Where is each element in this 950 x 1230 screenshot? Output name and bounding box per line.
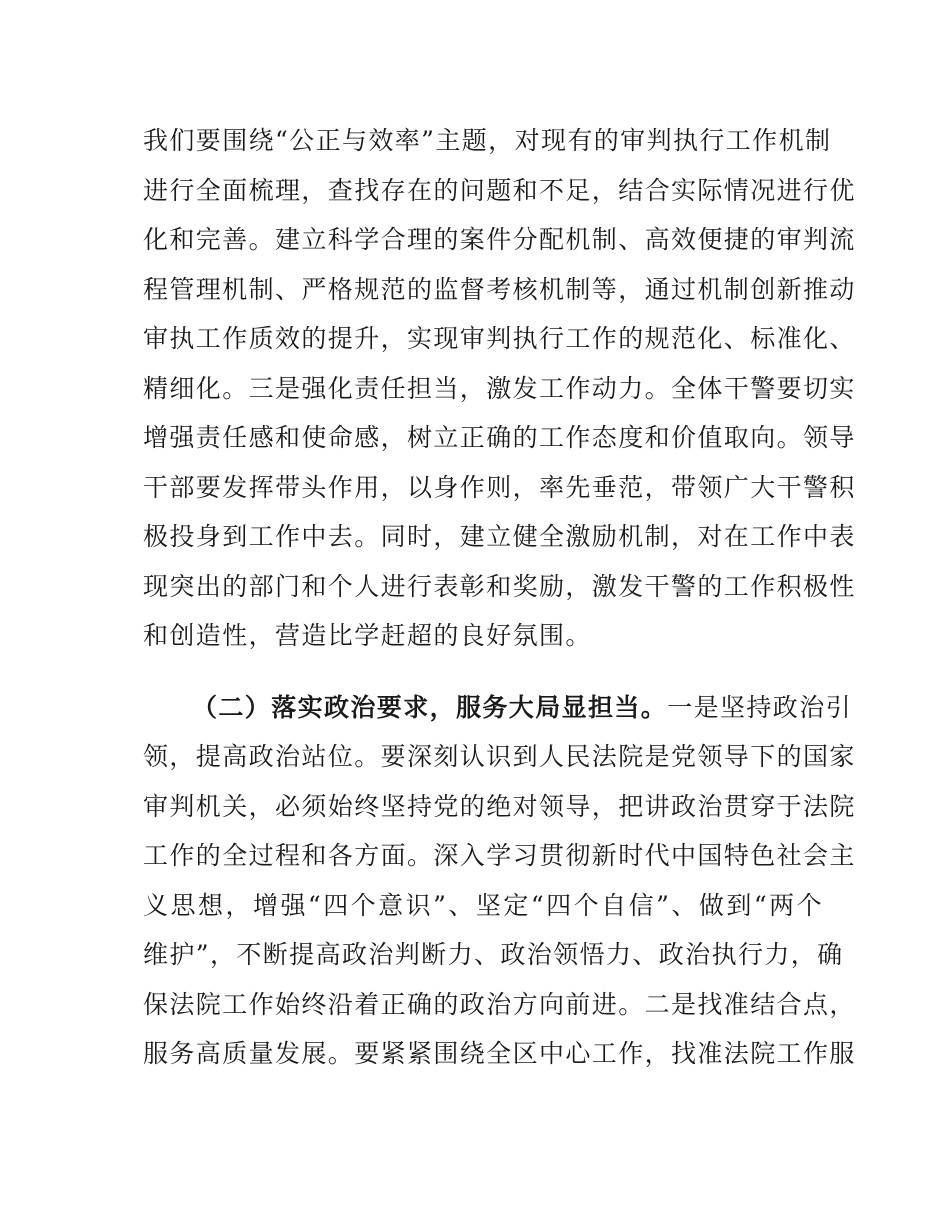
body-text-line: 程管理机制、严格规范的监督考核机制等，通过机制创新推动 xyxy=(143,275,856,304)
section-heading: （二）落实政治要求，服务大局显担当。 xyxy=(192,693,668,722)
body-text-line: 领，提高政治站位。要深刻认识到人民法院是党领导下的国家 xyxy=(143,742,856,771)
section-heading-line xyxy=(192,688,853,728)
body-text-line: 义思想，增强“四个意识”、坚定“四个自信”、做到“两个 xyxy=(143,891,823,920)
body-text-line: 维护”，不断提高政治判断力、政治领悟力、政治执行力，确 xyxy=(143,940,844,969)
body-text-line: 和创造性，营造比学赶超的良好氛围。 xyxy=(143,621,592,650)
body-text-line: 服务高质量发展。要紧紧围绕全区中心工作，找准法院工作服 xyxy=(143,1039,856,1068)
body-text-line: 我们要围绕“公正与效率”主题，对现有的审判执行工作机制 xyxy=(143,126,832,155)
body-text-line: 精细化。三是强化责任担当，激发工作动力。全体干警要切实 xyxy=(143,374,856,403)
body-text-line: 保法院工作始终沿着正确的政治方向前进。二是找准结合点， xyxy=(143,990,856,1019)
body-text-line: 审判机关，必须始终坚持党的绝对领导，把讲政治贯穿于法院 xyxy=(143,792,856,821)
body-text-run: 一是坚持政治引 xyxy=(667,693,853,722)
body-text-line: 极投身到工作中去。同时，建立健全激励机制，对在工作中表 xyxy=(143,522,856,551)
body-text-line: 干部要发挥带头作用，以身作则，率先垂范，带领广大干警积 xyxy=(143,473,856,502)
body-text-line: 审执工作质效的提升，实现审判执行工作的规范化、标准化、 xyxy=(143,324,856,353)
body-text-line: 进行全面梳理，查找存在的问题和不足，结合实际情况进行优 xyxy=(143,176,856,205)
body-text-line: 增强责任感和使命感，树立正确的工作态度和价值取向。领导 xyxy=(143,423,856,452)
body-text-line: 工作的全过程和各方面。深入学习贯彻新时代中国特色社会主 xyxy=(143,841,856,870)
body-text-line: 化和完善。建立科学合理的案件分配机制、高效便捷的审判流 xyxy=(143,225,856,254)
body-text-line: 现突出的部门和个人进行表彰和奖励，激发干警的工作积极性 xyxy=(143,572,856,601)
